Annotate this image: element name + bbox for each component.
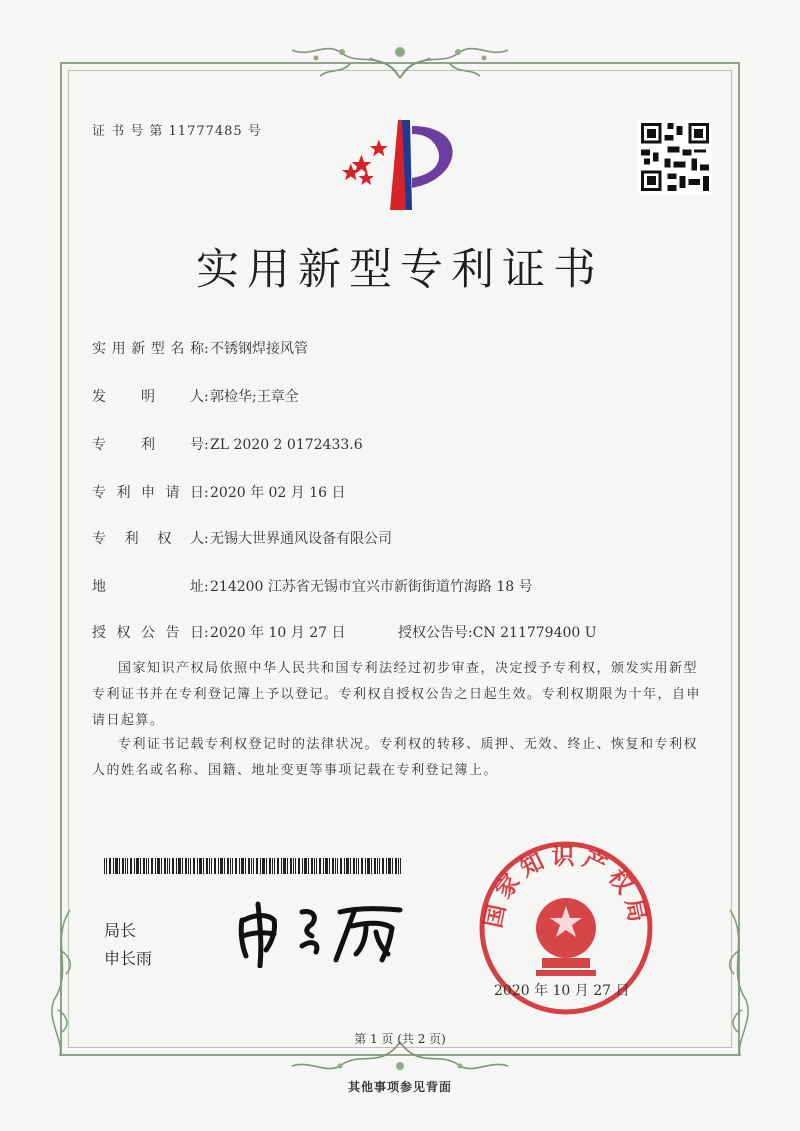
certificate-number: 证 书 号 第 11777485 号 [92, 124, 262, 139]
field-value: 不锈钢焊接风管 [210, 341, 308, 357]
field-address: 地址:214200 江苏省无锡市宜兴市新街街道竹海路 18 号 [92, 576, 533, 596]
signatory-name: 申长雨 [104, 949, 153, 968]
handwritten-signature [232, 898, 408, 968]
field-label: 授权公告日 [92, 625, 204, 641]
field-value: 214200 江苏省无锡市宜兴市新街街道竹海路 18 号 [210, 579, 533, 595]
field-label: 专利号 [92, 437, 204, 453]
seal-date: 2020 年 10 月 27 日 [494, 983, 630, 999]
barcode-icon [104, 858, 402, 874]
field-value: 2020 年 10 月 27 日 [210, 625, 346, 641]
field-label: 专利申请日 [92, 485, 204, 501]
certificate-title: 实用新型专利证书 [196, 245, 604, 295]
page-number: 第 1 页 (共 2 页) [354, 1032, 446, 1046]
field-utility-model-name: 实用新型名称:不锈钢焊接风管 [92, 338, 308, 358]
field-label: 发明人 [92, 389, 204, 405]
field-patent-number: 专利号:ZL 2020 2 0172433.6 [92, 434, 363, 454]
patent-office-logo-icon [340, 112, 470, 218]
field-announcement-number: 授权公告号:CN 211779400 U [398, 625, 597, 641]
field-value: ZL 2020 2 0172433.6 [210, 437, 363, 453]
field-value: 无锡大世界通风设备有限公司 [210, 531, 392, 547]
signatory-title: 局长 [104, 921, 137, 940]
field-label: 授权公告号 [398, 625, 468, 641]
field-value: 2020 年 02 月 16 日 [210, 485, 346, 501]
legal-paragraph: 专利证书记载专利权登记时的法律状况。专利权的转移、质押、无效、终止、恢复和专利权人的姓名或名称、国籍、地址变更等事项记载在专利登记簿上。 [92, 737, 699, 778]
field-label: 地址 [92, 579, 204, 595]
field-inventor: 发明人:郭检华;王章全 [92, 386, 299, 406]
field-application-date: 专利申请日:2020 年 02 月 16 日 [92, 482, 346, 502]
field-label: 实用新型名称 [92, 341, 204, 357]
seal-text: 国家知识产权局 [480, 844, 652, 931]
footer-note: 其他事项参见背面 [347, 1080, 452, 1094]
field-value: 郭检华;王章全 [210, 389, 299, 405]
field-patentee: 专利权人:无锡大世界通风设备有限公司 [92, 528, 392, 548]
field-label: 专利权人 [92, 531, 204, 547]
top-ornament-icon [280, 38, 520, 84]
qr-code-icon [638, 120, 712, 194]
legal-paragraph: 国家知识产权局依照中华人民共和国专利法经过初步审查，决定授予专利权，颁发实用新型专利证书并在专利登记簿上予以登记。专利权自授权公告之日起生效。专利权期限为十年，自申请日起算。 [92, 661, 702, 728]
field-grant-date: 授权公告日:2020 年 10 月 27 日 [92, 622, 346, 642]
field-value: CN 211779400 U [472, 625, 597, 641]
